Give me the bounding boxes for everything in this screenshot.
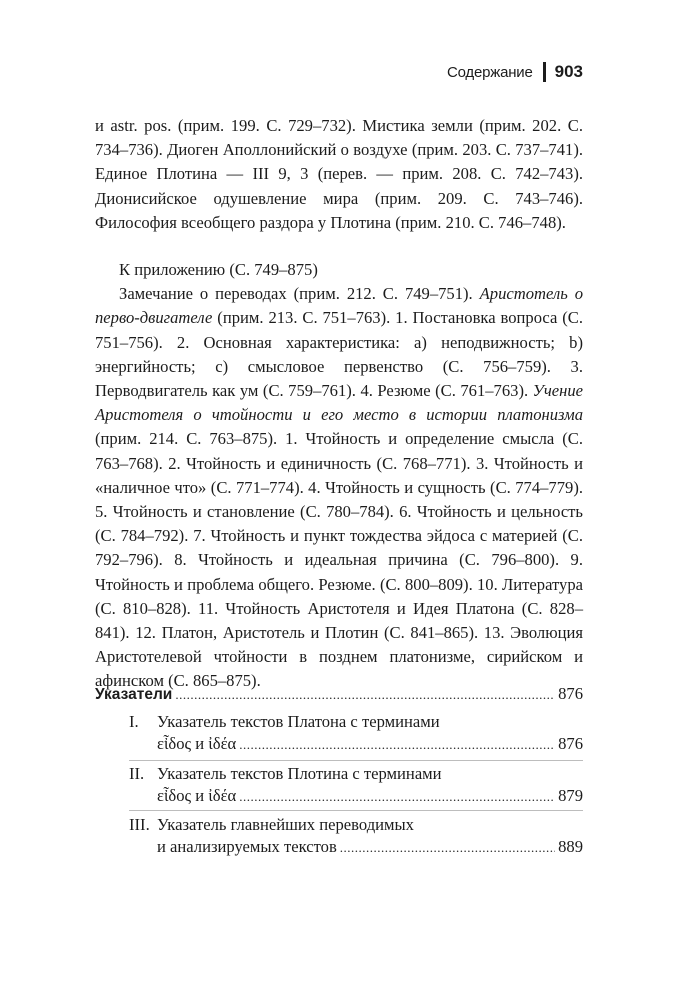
appendix-heading: К приложению (С. 749–875) [119, 260, 318, 279]
entry-title: Указатель главнейших переводимых [157, 815, 414, 834]
continued-paragraph [95, 114, 583, 235]
entry-title: Указатель текстов Платона с терминами [157, 712, 440, 731]
appendix-italic-2: Учение Аристотеля о чтойности и его место в истории платонизма [95, 381, 583, 425]
index-heading[interactable] [95, 684, 583, 704]
appendix-text-2: (прим. 213. С. 751–763). 1. Постановка вопроса (С. 751–756). 2. Основная характеристика: а) неподвижность; b) энергийность; c) смысловое первенство (С. 756–759). 3. Перводвигатель как ум (С. 759–761). 4. Резюме (С. 761–763). [95, 308, 583, 401]
leader-dots [239, 734, 555, 754]
appendix-paragraph [95, 282, 583, 693]
entry-page: 879 [558, 786, 583, 805]
page-number: 903 [554, 62, 583, 81]
leader-dots [175, 684, 555, 704]
entry-subtitle: и анализируемых текстов [157, 837, 337, 856]
section-title: Содержание [446, 63, 533, 81]
index-entry[interactable] [95, 764, 583, 806]
appendix-italic-1: Аристотель о перво-двигателе [95, 284, 583, 328]
entry-divider [129, 810, 583, 811]
paragraph-text: и astr. pos. (прим. 199. С. 729–732). Мистика земли (прим. 202. С. 734–736). Диоген Аполлонийский о воздухе (прим. 203. С. 737–741). Единое Плотина — III 9, 3 (перев. — прим. 208. С. 742–743). Дионисийское одушевление мира (прим. 209. С. 743–746). Философия всеобщего раздора у Плотина (прим. 210. С. 746–748). [95, 116, 583, 232]
index-entry[interactable] [95, 712, 583, 754]
entry-title: Указатель текстов Плотина с терминами [157, 764, 442, 783]
running-header [447, 62, 583, 82]
entry-subtitle: εἶδος и ἰδέα [157, 786, 237, 805]
entry-page: 889 [558, 837, 583, 856]
appendix-text-3: (прим. 214. С. 763–875). 1. Чтойность и определение смысла (С. 763–768). 2. Чтойность и единичность (С. 768–771). 3. Чтойность и «наличное что» (С. 771–774). 4. Чтойность и сущность (С. 774–779). 5. Чтойность и становление (С. 780–784). 6. Чтойность и цельность (С. 784–792). 7. Чтойность и пункт тождества эйдоса с материей (С. 792–796). 8. Чтойность и идеальная причина (С. 796–800). 9. Чтойность и проблема общего. Резюме. (С. 800–809). 10. Литература (С. 810–828). 11. Чтойность Аристотеля и Идея Платона (С. 828–841). 12. Платон, Аристотель и Плотин (С. 841–865). 13. Эволюция Аристотелевой чтойности в позднем платонизме, сирийском и афинском (С. 865–875). [95, 429, 583, 691]
entry-page: 876 [558, 734, 583, 753]
entry-number: I. [129, 712, 139, 731]
entry-number: III. [129, 815, 150, 834]
appendix-section [95, 258, 583, 694]
entry-subtitle: εἶδος и ἰδέα [157, 734, 237, 753]
entry-divider [129, 760, 583, 761]
entry-number: II. [129, 764, 145, 783]
index-title: Указатели [95, 686, 173, 703]
index-page: 876 [558, 684, 583, 703]
header-separator [543, 62, 546, 82]
leader-dots [239, 786, 555, 806]
appendix-text-1: Замечание о переводах (прим. 212. С. 749–751). [119, 284, 480, 304]
index-entry[interactable] [95, 815, 583, 857]
leader-dots [340, 837, 555, 857]
